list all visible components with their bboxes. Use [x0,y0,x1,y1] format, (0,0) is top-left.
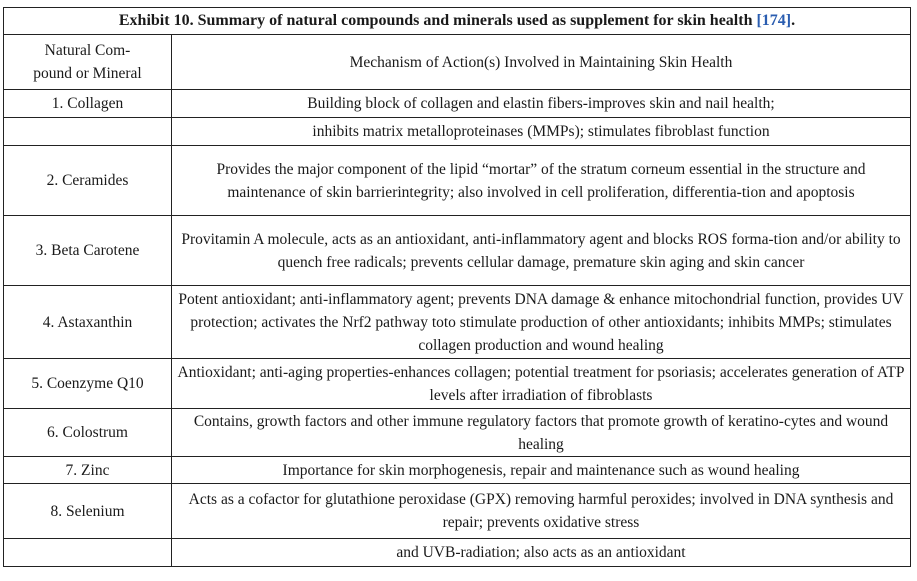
compound-name: 8. Selenium [4,484,172,539]
header-row [4,35,911,90]
mechanism-text: Provitamin A molecule, acts as an antioxidant, anti-inflammatory agent and blocks ROS forma-tion and/or ability to quench free radicals; prevents cellular damage, premature skin aging and skin cancer [172,216,911,286]
table-row [4,216,911,286]
exhibit-table-container [3,7,910,567]
table-row [4,539,911,567]
column-header-compound-line2: pound or Mineral [33,65,142,82]
table-row [4,146,911,216]
table-row [4,409,911,457]
compound-name: 1. Collagen [4,90,172,118]
mechanism-text: Building block of collagen and elastin fibers-improves skin and nail health; [172,90,911,118]
exhibit-title-end: . [791,12,796,29]
compound-name: 3. Beta Carotene [4,216,172,286]
mechanism-text: Antioxidant; anti-aging properties-enhances collagen; potential treatment for psoriasis; accelerates generation of ATP levels after irradiation of fibroblasts [172,359,911,409]
column-header-compound [4,35,172,90]
compound-name: 4. Astaxanthin [4,286,172,359]
mechanism-text: Acts as a cofactor for glutathione peroxidase (GPX) removing harmful peroxides; involved in DNA synthesis and repair; prevents oxidative stress [172,484,911,539]
compound-name: 6. Colostrum [4,409,172,457]
supplement-table [3,7,911,567]
mechanism-text: inhibits matrix metalloproteinases (MMPs); stimulates fibroblast function [172,118,911,146]
table-row [4,484,911,539]
table-row [4,359,911,409]
table-row [4,457,911,484]
mechanism-text: Contains, growth factors and other immune regulatory factors that promote growth of keratino-cytes and wound healing [172,409,911,457]
compound-name [4,539,172,567]
compound-name [4,118,172,146]
compound-name: 7. Zinc [4,457,172,484]
table-row [4,286,911,359]
compound-name: 5. Coenzyme Q10 [4,359,172,409]
mechanism-text: Potent antioxidant; anti-inflammatory agent; prevents DNA damage & enhance mitochondrial function, provides UV protection; activates the Nrf2 pathway toto stimulate production of other antioxidants; inhibits MMPs; stimulates collagen production and wound healing [172,286,911,359]
mechanism-text: and UVB-radiation; also acts as an antioxidant [172,539,911,567]
compound-name: 2. Ceramides [4,146,172,216]
table-row [4,90,911,118]
table-row [4,118,911,146]
exhibit-title [4,8,911,35]
mechanism-text: Provides the major component of the lipid “mortar” of the stratum corneum essential in the structure and maintenance of skin barrierintegrity; also involved in cell proliferation, differentia-tion and apoptosis [172,146,911,216]
mechanism-text: Importance for skin morphogenesis, repair and maintenance such as wound healing [172,457,911,484]
exhibit-title-text: Exhibit 10. Summary of natural compounds and minerals used as supplement for skin health [118,12,753,29]
title-row [4,8,911,35]
reference-link[interactable]: [174] [756,12,792,29]
column-header-mechanism: Mechanism of Action(s) Involved in Maintaining Skin Health [172,35,911,90]
column-header-compound-line1: Natural Com- [44,42,131,59]
